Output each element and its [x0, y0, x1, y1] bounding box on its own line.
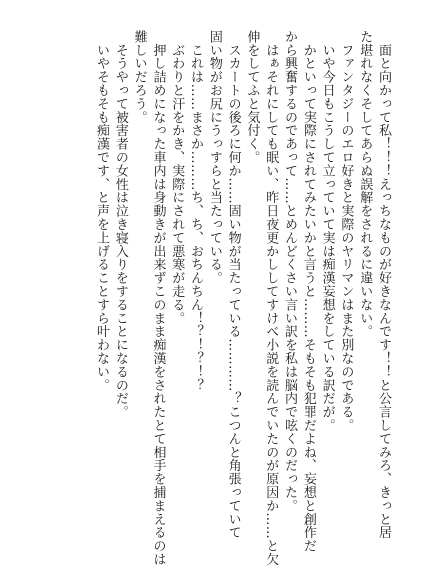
text-line: これは……まさか………ち、ち、おちんちん！？！？！？	[188, 30, 204, 392]
text-line: いやそもそも痴漢です、と声を上げることすら叶わない。	[94, 30, 110, 392]
text-line: 押し詰めになった車内は身動きが出来ずこのまま痴漢をされたとて相手を捕まえるのは	[150, 30, 166, 566]
text-line: はぁそれにしても眠い、昨日夜更かししてすけべ小説を読んでいたのが原因か……と欠	[263, 30, 279, 566]
text-line: スカートの後ろに何か……固い物が当たっている…………？こつんと角張っていて	[225, 30, 241, 540]
text-line: ぶわりと汗をかき、実際にされて悪寒が走る。	[169, 30, 185, 325]
text-line: ファンタジーのエロ好きと実際のヤリマンはまた別なのである。	[338, 30, 354, 432]
text-line: かといって実際にされてみたいかと言うと………そもそも犯罪だよね、妄想と創作だ	[300, 30, 316, 553]
text-line: た堪れなくそしてあらぬ誤解をされるに違いない。	[357, 30, 373, 339]
vertical-text-body	[22, 30, 392, 566]
text-line: いや今日もこうして立っていて実は痴漢妄想をしている訳だが。	[319, 30, 335, 432]
text-line: そうやって被害者の女性は泣き寝入りをすることになるのだ。	[112, 30, 128, 419]
text-line: 面と向かって私！！！えっちなものが好きなんです！！と公言してみろ、きっと居	[376, 30, 391, 540]
text-line: 固い物がお尻にうっすらと当たっている。	[206, 30, 222, 285]
text-line: 伸をしてふと気付く。	[244, 30, 260, 164]
text-line: 難しいだろう。	[131, 30, 147, 124]
text-line: から興奮するのであって……とめんどくさい言い訳を私は脳内で呟くのだった。	[282, 30, 298, 513]
